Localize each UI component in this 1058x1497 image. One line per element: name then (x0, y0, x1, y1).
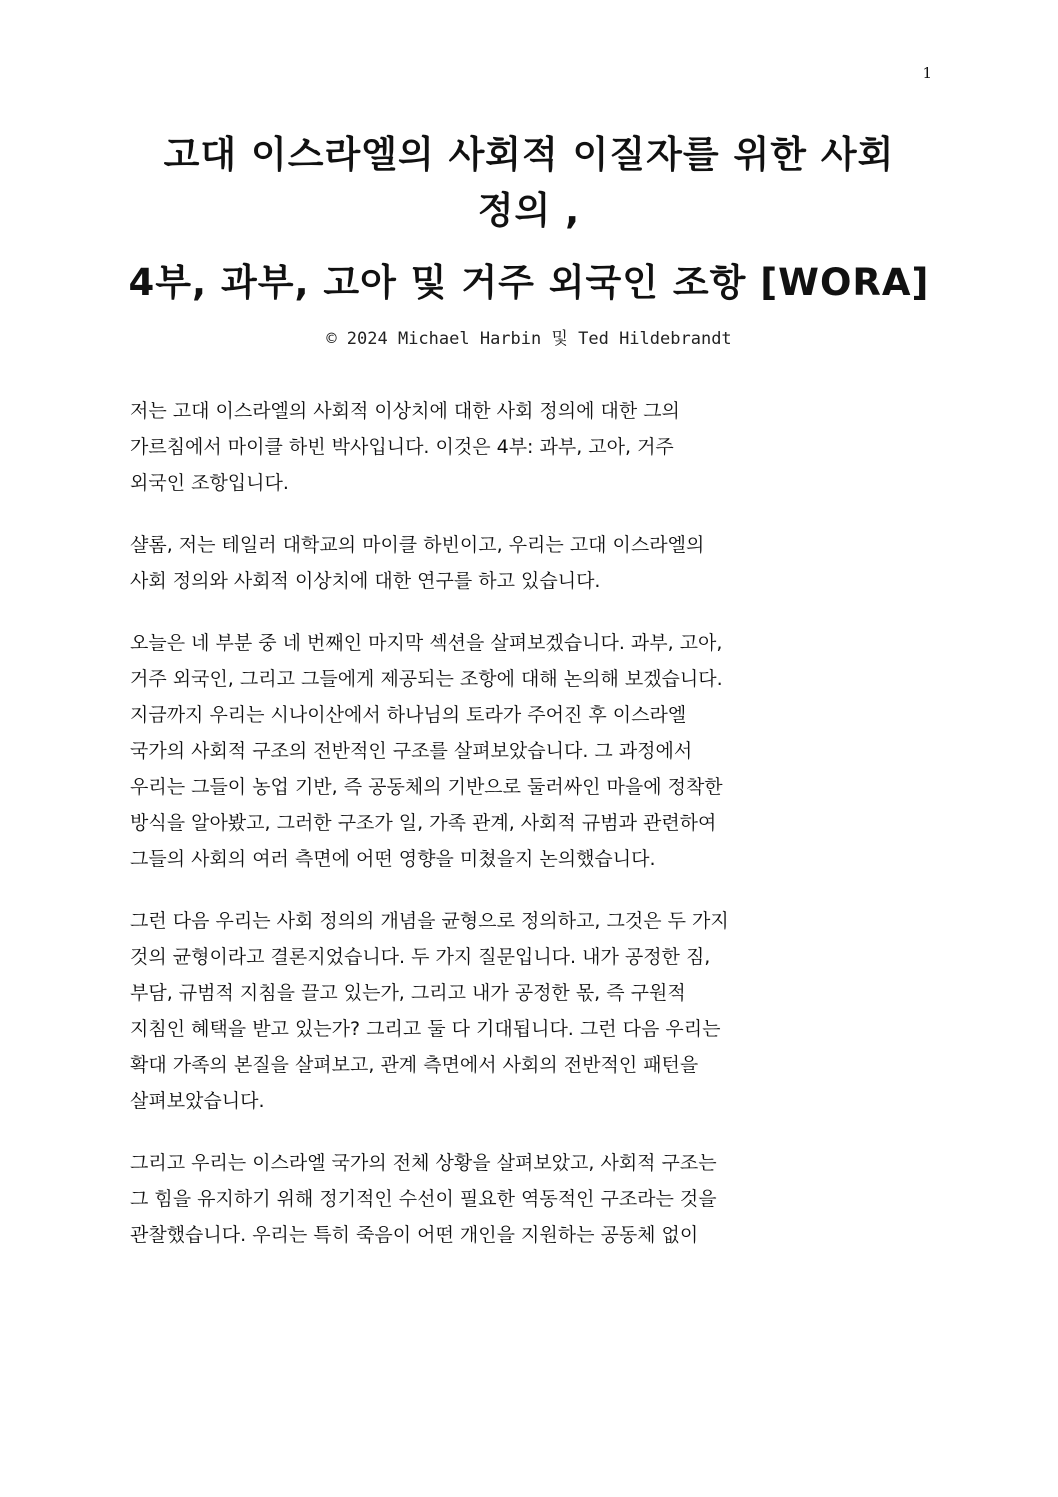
text-line: 그리고 우리는 이스라엘 국가의 전체 상황을 살펴보았고, 사회적 구조는 (130, 1152, 717, 1174)
title-line-2: 정의 , (477, 189, 581, 232)
text-line: 저는 고대 이스라엘의 사회적 이상치에 대한 사회 정의에 대한 그의 (130, 400, 680, 422)
paragraph-5 (130, 1145, 930, 1253)
text-line: 그들의 사회의 여러 측면에 어떤 영향을 미쳤을지 논의했습니다. (130, 848, 656, 870)
text-line: 샬롬, 저는 테일러 대학교의 마이클 하빈이고, 우리는 고대 이스라엘의 (130, 534, 705, 556)
text-line: 지금까지 우리는 시나이산에서 하나님의 토라가 주어진 후 이스라엘 (130, 704, 687, 726)
body-text (130, 393, 930, 1279)
text-line: 지침인 혜택을 받고 있는가? 그리고 둘 다 기대됩니다. 그런 다음 우리는 (130, 1018, 721, 1040)
paragraph-1 (130, 393, 930, 501)
text-line: 그런 다음 우리는 사회 정의의 개념을 균형으로 정의하고, 그것은 두 가지 (130, 910, 729, 932)
page-number: 1 (922, 64, 932, 82)
paragraph-3 (130, 625, 930, 877)
text-line: 것의 균형이라고 결론지었습니다. 두 가지 질문입니다. 내가 공정한 짐, (130, 946, 711, 968)
text-line: 우리는 그들이 농업 기반, 즉 공동체의 기반으로 둘러싸인 마을에 정착한 (130, 776, 723, 798)
text-line: 부담, 규범적 지침을 끌고 있는가, 그리고 내가 공정한 몫, 즉 구원적 (130, 982, 686, 1004)
copyright-notice: © 2024 Michael Harbin 및 Ted Hildebrandt (326, 329, 732, 349)
title-line-1: 고대 이스라엘의 사회적 이질자를 위한 사회 (163, 133, 895, 176)
text-line: 방식을 알아봤고, 그러한 구조가 일, 가족 관계, 사회적 규범과 관련하여 (130, 812, 717, 834)
text-line: 살펴보았습니다. (130, 1090, 265, 1112)
text-line: 그 힘을 유지하기 위해 정기적인 수선이 필요한 역동적인 구조라는 것을 (130, 1188, 717, 1210)
text-line: 가르침에서 마이클 하빈 박사입니다. 이것은 4부: 과부, 고아, 거주 (130, 436, 674, 458)
paragraph-4 (130, 903, 930, 1119)
text-line: 외국인 조항입니다. (130, 472, 289, 494)
text-line: 오늘은 네 부분 중 네 번째인 마지막 섹션을 살펴보겠습니다. 과부, 고아, (130, 632, 723, 654)
text-line: 국가의 사회적 구조의 전반적인 구조를 살펴보았습니다. 그 과정에서 (130, 740, 693, 762)
document-title (100, 133, 958, 349)
text-line: 관찰했습니다. 우리는 특히 죽음이 어떤 개인을 지원하는 공동체 없이 (130, 1224, 699, 1246)
text-line: 거주 외국인, 그리고 그들에게 제공되는 조항에 대해 논의해 보겠습니다. (130, 668, 723, 690)
text-line: 확대 가족의 본질을 살펴보고, 관계 측면에서 사회의 전반적인 패턴을 (130, 1054, 699, 1076)
text-line: 사회 정의와 사회적 이상치에 대한 연구를 하고 있습니다. (130, 570, 601, 592)
paragraph-2 (130, 527, 930, 599)
title-line-3: 4부, 과부, 고아 및 거주 외국인 조항 [WORA] (128, 261, 930, 304)
